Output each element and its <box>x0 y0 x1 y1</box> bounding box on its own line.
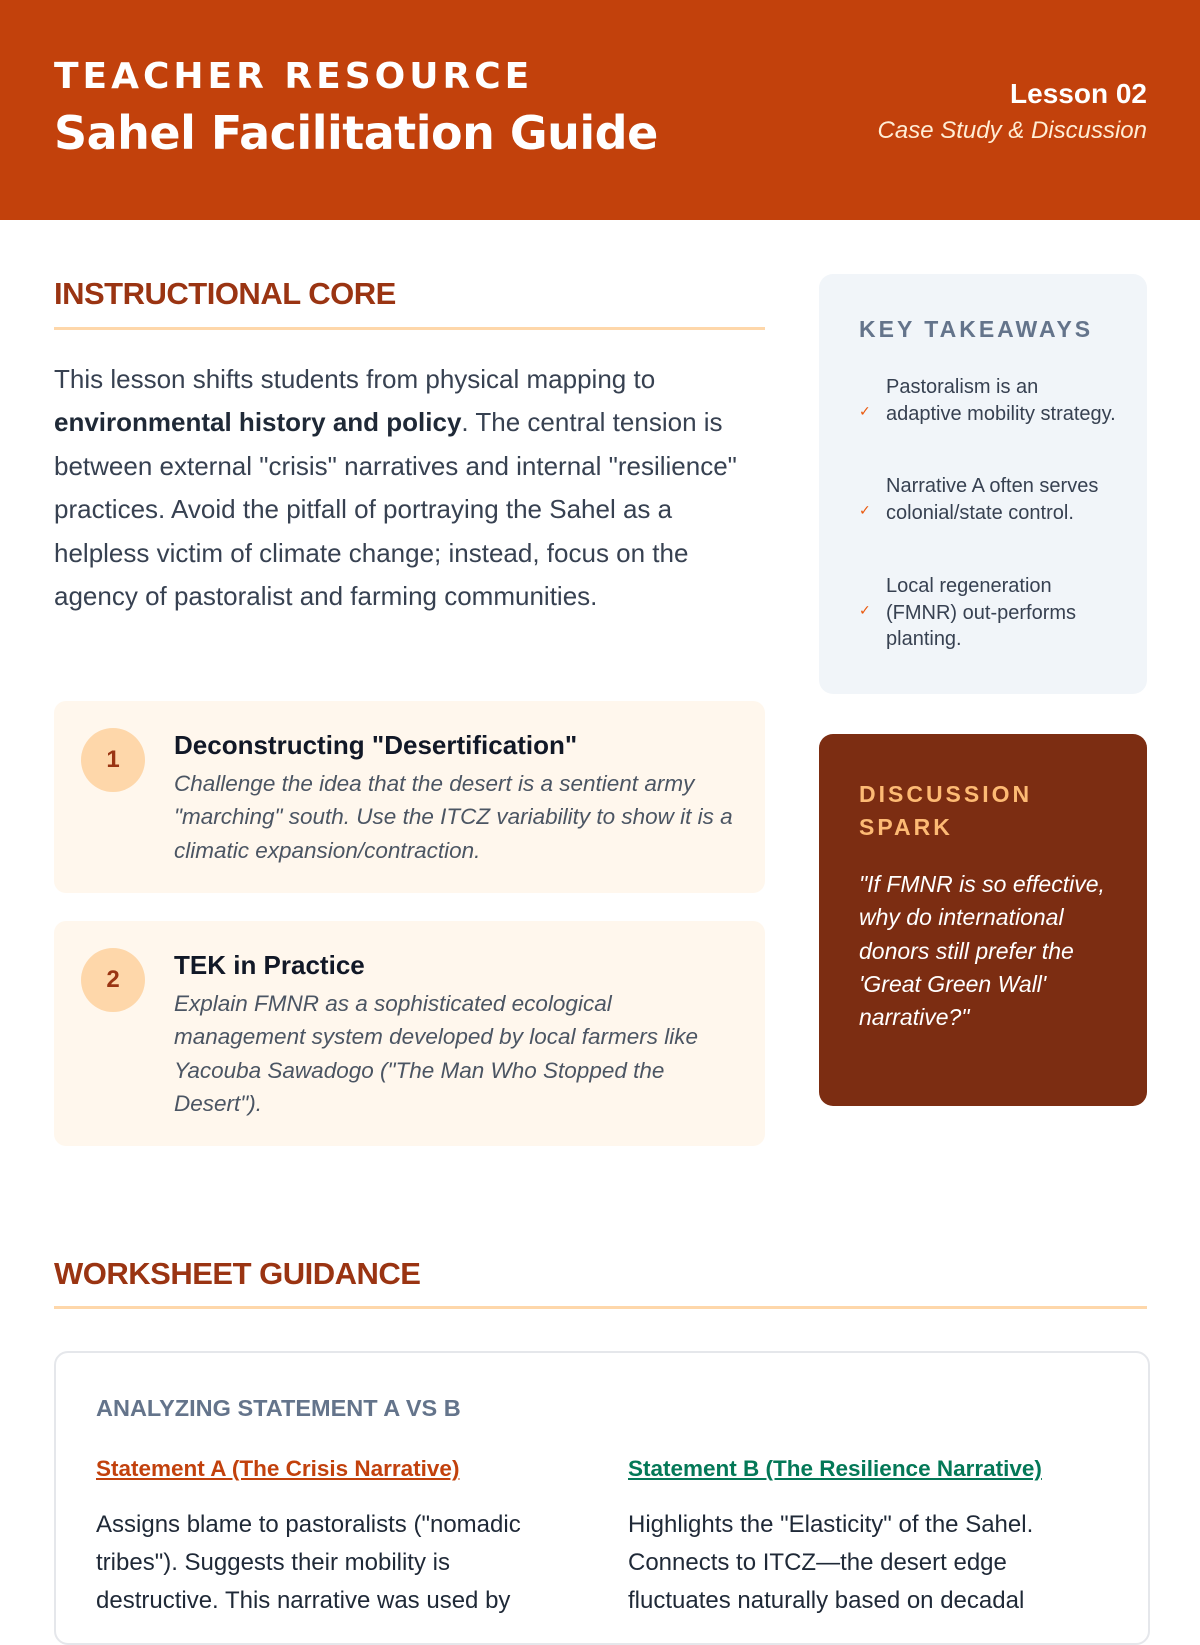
intro-text-bold: environmental history and policy <box>54 407 462 438</box>
worksheet-subheading: ANALYZING STATEMENT A VS B <box>96 1395 461 1421</box>
point-body: Challenge the idea that the desert is a sentient army "marching" south. Use the ITCZ variability to show it is a climatic expansion/contraction. <box>174 771 733 863</box>
key-takeaways-panel <box>819 274 1147 694</box>
statement-b-title: Statement B (The Resilience Narrative) <box>628 1456 1042 1481</box>
discussion-spark-title: DISCUSSION SPARK <box>859 781 1033 840</box>
key-takeaways-title: KEY TAKEAWAYS <box>859 316 1094 342</box>
lesson-number: Lesson 02 <box>1010 78 1147 109</box>
section-divider <box>54 1306 1147 1309</box>
instructional-core-heading: INSTRUCTIONAL CORE <box>54 276 396 311</box>
page-title: Sahel Facilitation Guide <box>54 106 658 160</box>
lesson-subtitle: Case Study & Discussion <box>877 117 1147 144</box>
intro-paragraph <box>54 358 764 618</box>
point-title: Deconstructing "Desertification" <box>174 730 578 760</box>
discussion-spark-quote: "If FMNR is so effective, why do international donors still prefer the 'Great Green Wall' narrative?" <box>859 871 1105 1031</box>
point-body: Explain FMNR as a sophisticated ecological management system developed by local farmers like Yacouba Sawadogo ("The Man Who Stopped the Desert"). <box>174 991 698 1116</box>
worksheet-card <box>54 1351 1150 1645</box>
point-number-badge: 1 <box>81 728 145 792</box>
section-divider <box>54 327 765 330</box>
statement-a-title: Statement A (The Crisis Narrative) <box>96 1456 460 1481</box>
point-title: TEK in Practice <box>174 950 365 980</box>
takeaway-text: Pastoralism is an adaptive mobility strategy. <box>886 376 1116 425</box>
takeaway-text: Narrative A often serves colonial/state control. <box>886 475 1099 524</box>
discussion-spark-panel <box>819 734 1147 1106</box>
takeaway-text: Local regeneration (FMNR) out-performs planting. <box>886 575 1077 650</box>
teaching-point-card <box>54 701 765 893</box>
check-icon: ✓ <box>859 403 871 419</box>
point-number-badge: 2 <box>81 948 145 1012</box>
header-kicker: TEACHER RESOURCE <box>54 56 534 97</box>
intro-text-post: . The central tension is between external "crisis" narratives and internal "resilience" practices. Avoid the pitfall of portraying the Sahel as a helpless victim of climate change; instead, focus on the agency of pastoralist and farming communities. <box>54 407 737 612</box>
worksheet-guidance-heading: WORKSHEET GUIDANCE <box>54 1256 421 1291</box>
page-header <box>0 0 1200 220</box>
check-icon: ✓ <box>859 502 871 518</box>
check-icon: ✓ <box>859 602 871 618</box>
intro-text-pre: This lesson shifts students from physical mapping to <box>54 364 656 394</box>
statement-a-body: Assigns blame to pastoralists ("nomadic tribes"). Suggests their mobility is destructive. This narrative was used by <box>96 1511 521 1614</box>
teaching-point-card <box>54 921 765 1146</box>
statement-b-body: Highlights the "Elasticity" of the Sahel. Connects to ITCZ—the desert edge fluctuates naturally based on decadal <box>628 1511 1034 1614</box>
